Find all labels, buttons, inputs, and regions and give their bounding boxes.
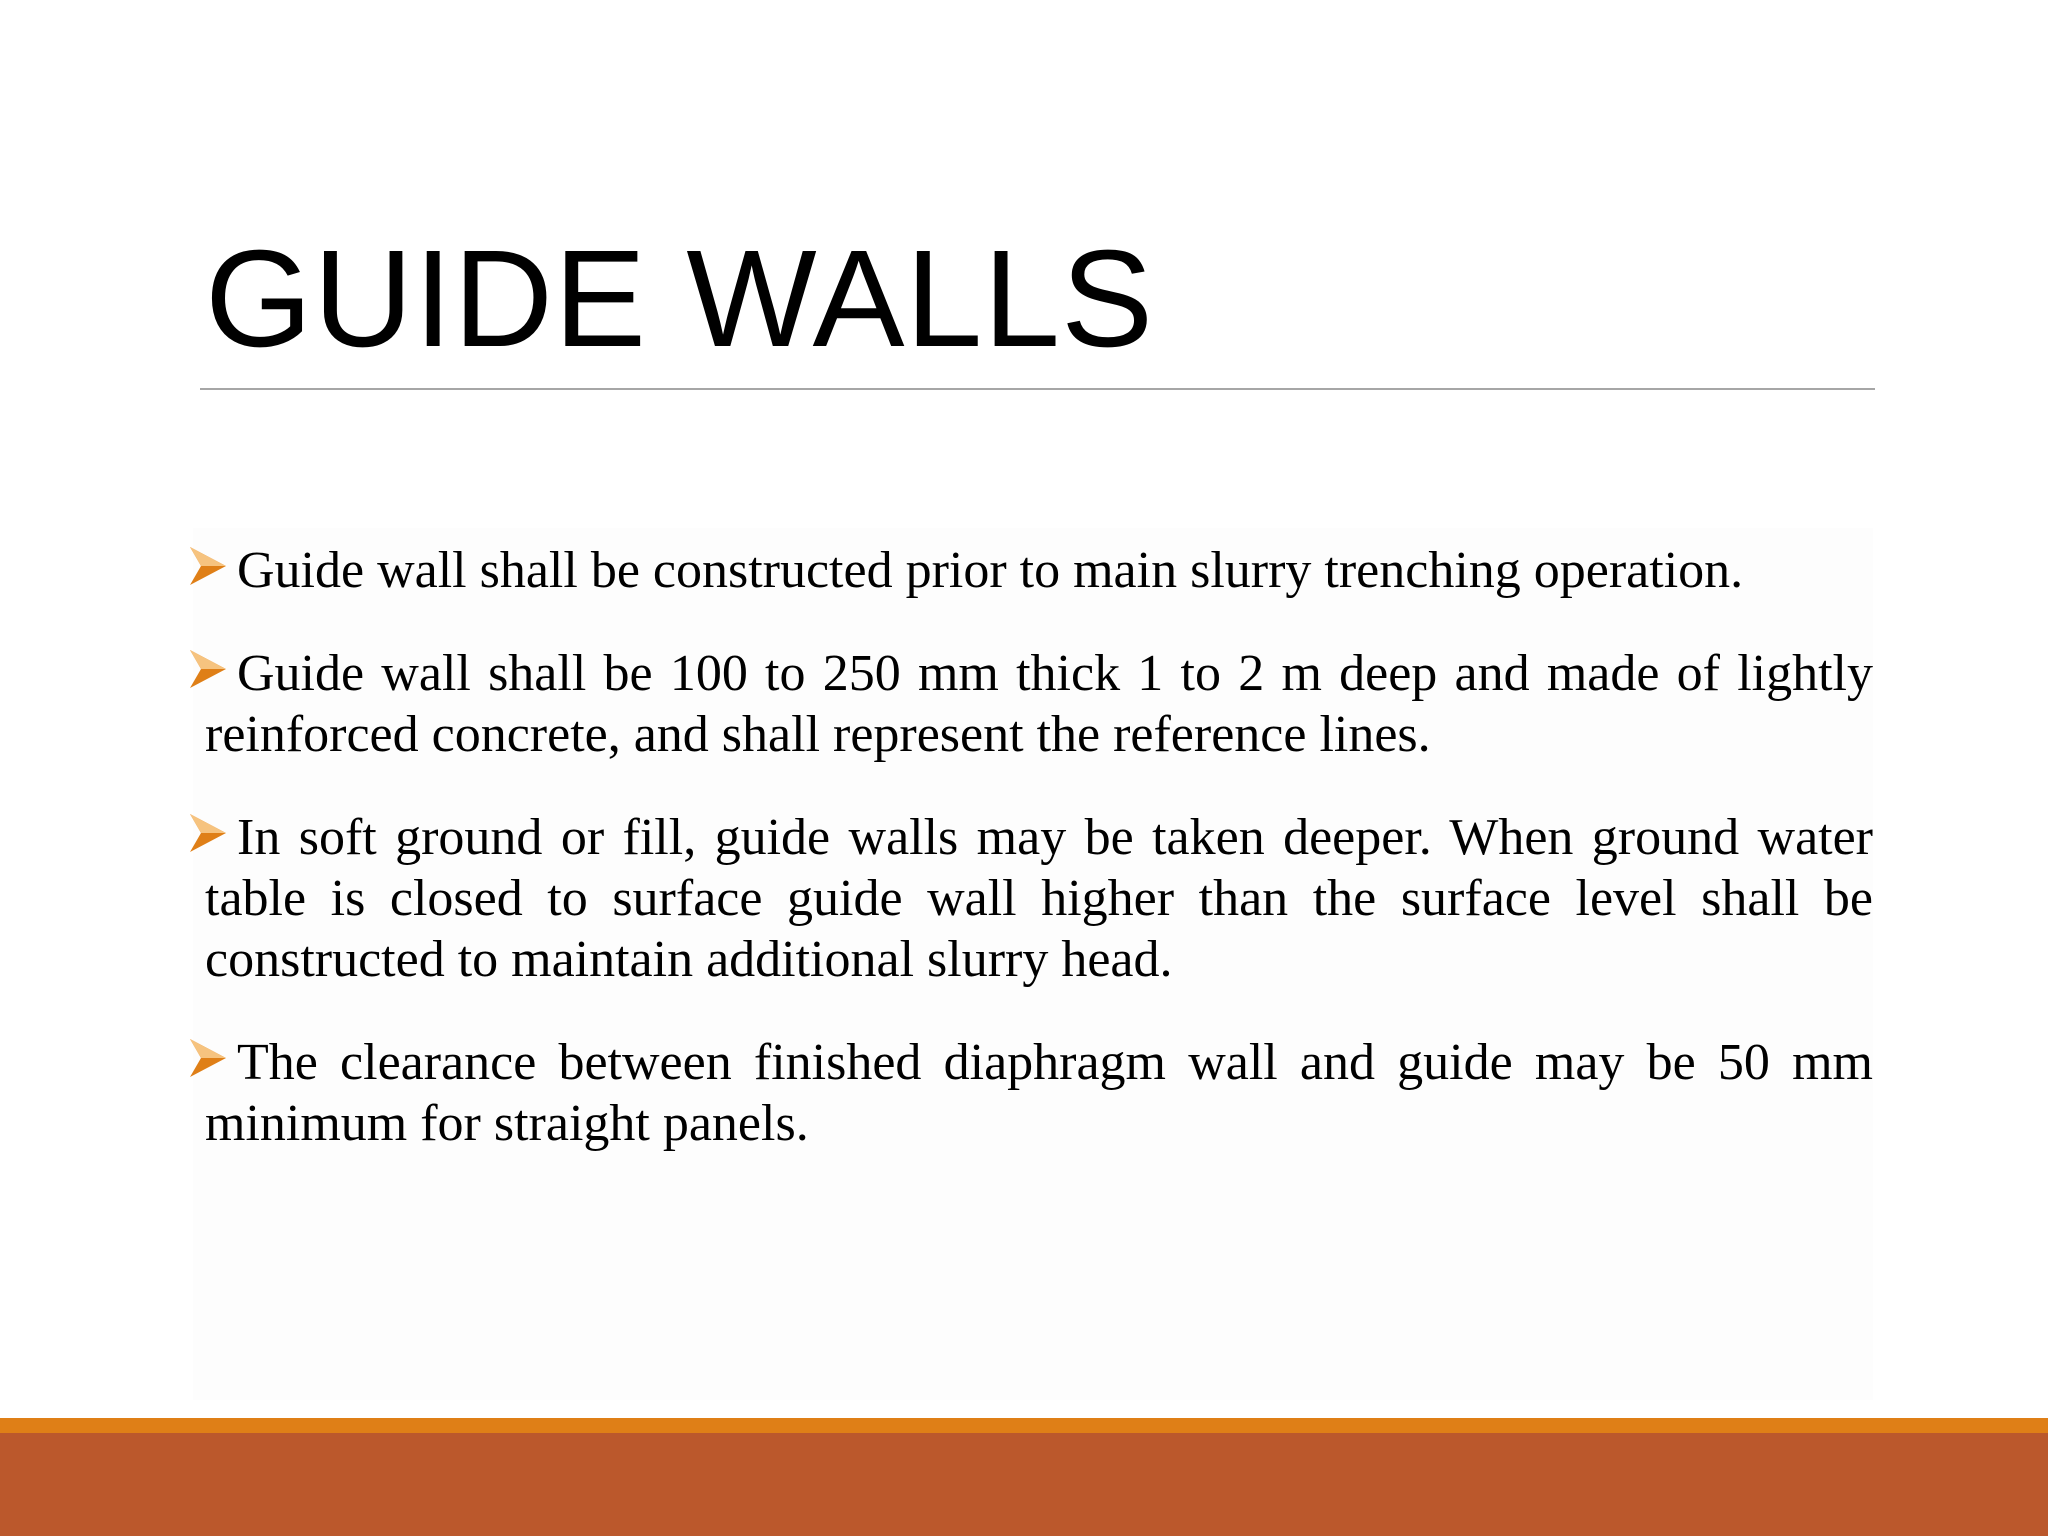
bullet-text: In soft ground or fill, guide walls may be taken deeper. When ground water table is closed to surface guide wall higher than the surface level shall be constructed to maintain additional slurry head. bbox=[205, 809, 1873, 988]
arrow-bullet-icon bbox=[188, 545, 228, 587]
bullet-text: Guide wall shall be constructed prior to main slurry trenching operation. bbox=[237, 542, 1744, 599]
bullet-list bbox=[190, 540, 1873, 1196]
arrow-bullet-icon bbox=[188, 812, 228, 854]
footer-band bbox=[0, 1433, 2048, 1536]
arrow-bullet-icon bbox=[188, 648, 228, 690]
bullet-item bbox=[190, 540, 1873, 601]
title-divider bbox=[200, 388, 1875, 390]
arrow-bullet-icon bbox=[188, 1037, 228, 1079]
bullet-item bbox=[190, 1032, 1873, 1154]
slide-title: GUIDE WALLS bbox=[205, 222, 1155, 376]
bullet-item bbox=[190, 643, 1873, 765]
bullet-text: Guide wall shall be 100 to 250 mm thick 1 to 2 m deep and made of lightly reinforced concrete, and shall represent the reference lines. bbox=[205, 645, 1873, 763]
footer-accent-stripe bbox=[0, 1418, 2048, 1433]
bullet-item bbox=[190, 807, 1873, 990]
bullet-text: The clearance between finished diaphragm wall and guide may be 50 mm minimum for straight panels. bbox=[205, 1034, 1873, 1152]
